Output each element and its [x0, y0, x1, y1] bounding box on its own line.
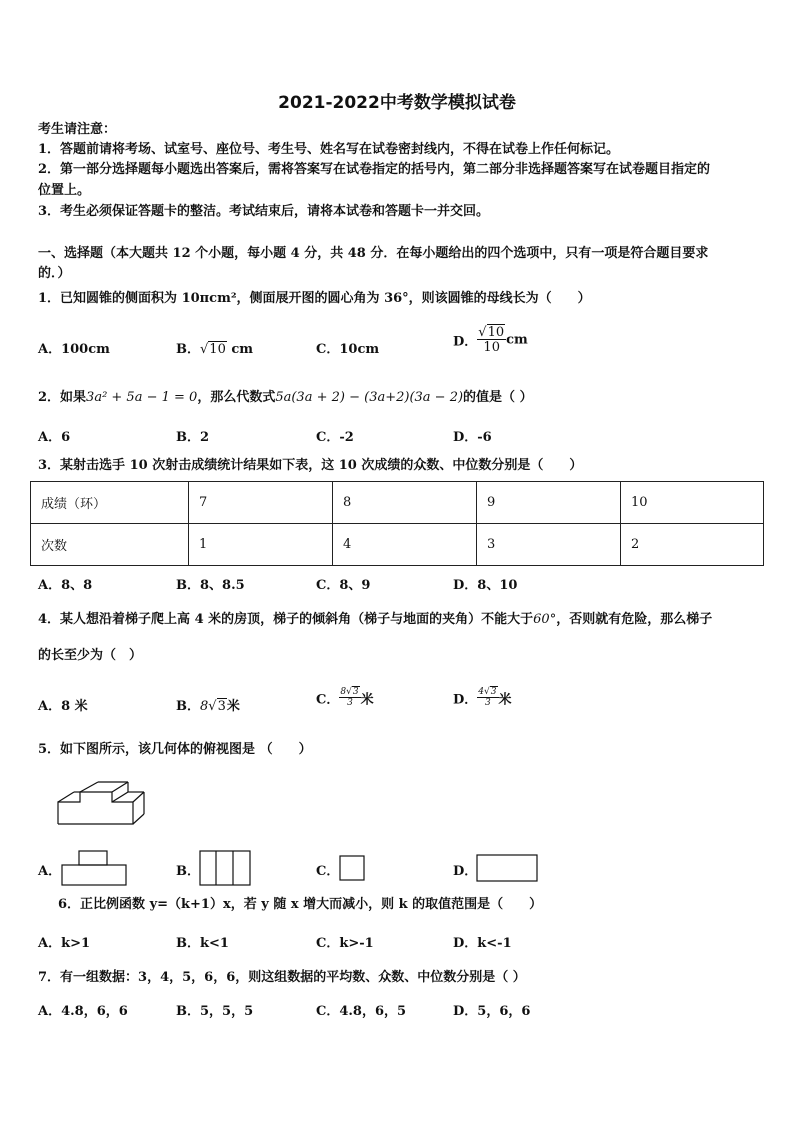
page-title: 2021-2022中考数学模拟试卷 — [278, 93, 516, 113]
q7-option-c: C．4.8，6，5 — [316, 1004, 407, 1019]
q1-option-c: C．10cm — [316, 342, 380, 357]
q2-option-a: A．6 — [38, 430, 71, 445]
q2-option-d: D．-6 — [453, 430, 492, 445]
question-7-stem: 7．有一组数据：3，4，5，6，6，则这组数据的平均数、众数、中位数分别是（ ） — [38, 970, 526, 985]
q5-option-c: C． — [316, 864, 340, 879]
table-cell: 10 — [621, 482, 764, 524]
top-view-a-icon — [61, 850, 127, 886]
q1-option-a: A．100cm — [38, 342, 110, 357]
q7-option-b: B．5，5，5 — [176, 1004, 254, 1019]
table-cell: 8 — [333, 482, 477, 524]
question-4-stem: 4．某人想沿着梯子爬上高 4 米的房顶，梯子的倾斜角（梯子与地面的夹角）不能大于60°，否则就有危险，那么梯子 — [38, 612, 713, 627]
table-row — [31, 524, 764, 566]
q1-option-d: D． $\frac{√10}{10}$ cm — [453, 325, 528, 355]
q4-option-a: A．8 米 — [38, 699, 88, 714]
q3-option-d: D．8、10 — [453, 578, 518, 593]
question-2-stem: 2．如果3a² + 5a − 1 = 0，那么代数式5a(3a + 2) − (3a+2)(3a − 2)的值是（ ） — [38, 390, 533, 405]
question-6-stem: 6．正比例函数 y=（k+1）x，若 y 随 x 增大而减小，则 k 的取值范围是（ ） — [58, 897, 543, 912]
notice-item: 3．考生必须保证答题卡的整洁。考试结束后，请将本试卷和答题卡一并交回。 — [38, 204, 490, 219]
question-1-stem: 1．已知圆锥的侧面积为 10πcm²，侧面展开图的圆心角为 36°，则该圆锥的母线长为（ ） — [38, 291, 591, 306]
q6-option-c: C．k>-1 — [316, 936, 374, 951]
q6-option-b: B．k<1 — [176, 936, 229, 951]
q4-option-c: C． $\frac{8√3}{3}$ 米 — [316, 687, 374, 708]
section-heading-line2: 的．） — [38, 266, 71, 281]
notice-item: 1．答题前请将考场、试室号、座位号、考生号、姓名写在试卷密封线内，不得在试卷上作任何标记。 — [38, 142, 620, 157]
question-5-stem: 5．如下图所示，该几何体的俯视图是 （ ） — [38, 742, 312, 757]
q7-option-d: D．5，6，6 — [453, 1004, 531, 1019]
table-cell: 9 — [477, 482, 621, 524]
table-cell: 2 — [621, 524, 764, 566]
q3-option-c: C．8、9 — [316, 578, 371, 593]
top-view-b-icon — [199, 850, 251, 886]
solid-figure-drawing — [56, 780, 148, 826]
table-cell: 3 — [477, 524, 621, 566]
notice-item: 2．第一部分选择题每小题选出答案后，需将答案写在试卷指定的括号内，第二部分非选择题答案写在试卷题目指定的 — [38, 162, 711, 177]
notice-item: 位置上。 — [38, 183, 91, 198]
notice-heading: 考生请注意： — [38, 122, 117, 137]
q1-option-b: B．√10 cm — [176, 342, 254, 357]
top-view-c-icon — [339, 855, 365, 881]
question-3-stem: 3．某射击选手 10 次射击成绩统计结果如下表，这 10 次成绩的众数、中位数分别是（ ） — [38, 458, 583, 473]
score-table — [30, 481, 764, 566]
q5-option-a: A． — [38, 864, 62, 879]
question-4-stem-line2: 的长至少为（ ） — [38, 648, 143, 663]
top-view-d-icon — [476, 854, 538, 882]
table-cell: 4 — [333, 524, 477, 566]
table-row — [31, 482, 764, 524]
q3-option-b: B．8、8.5 — [176, 578, 245, 593]
q5-option-d: D． — [453, 864, 478, 879]
table-cell: 1 — [189, 524, 333, 566]
q6-option-a: A．k>1 — [38, 936, 91, 951]
table-cell: 7 — [189, 482, 333, 524]
q2-option-b: B．2 — [176, 430, 210, 445]
table-cell: 次数 — [31, 524, 189, 566]
q4-option-b: B．8√3米 — [176, 699, 240, 714]
section-heading-line1: 一、选择题（本大题共 12 个小题，每小题 4 分，共 48 分．在每小题给出的四个选项中，只有一项是符合题目要求 — [38, 246, 709, 261]
q3-option-a: A．8、8 — [38, 578, 93, 593]
q7-option-a: A．4.8，6，6 — [38, 1004, 128, 1019]
q2-option-c: C．-2 — [316, 430, 354, 445]
q4-option-d: D． $\frac{4√3}{3}$ 米 — [453, 687, 512, 708]
q5-option-b: B． — [176, 864, 200, 879]
q6-option-d: D．k<-1 — [453, 936, 512, 951]
table-cell: 成绩（环） — [31, 482, 189, 524]
